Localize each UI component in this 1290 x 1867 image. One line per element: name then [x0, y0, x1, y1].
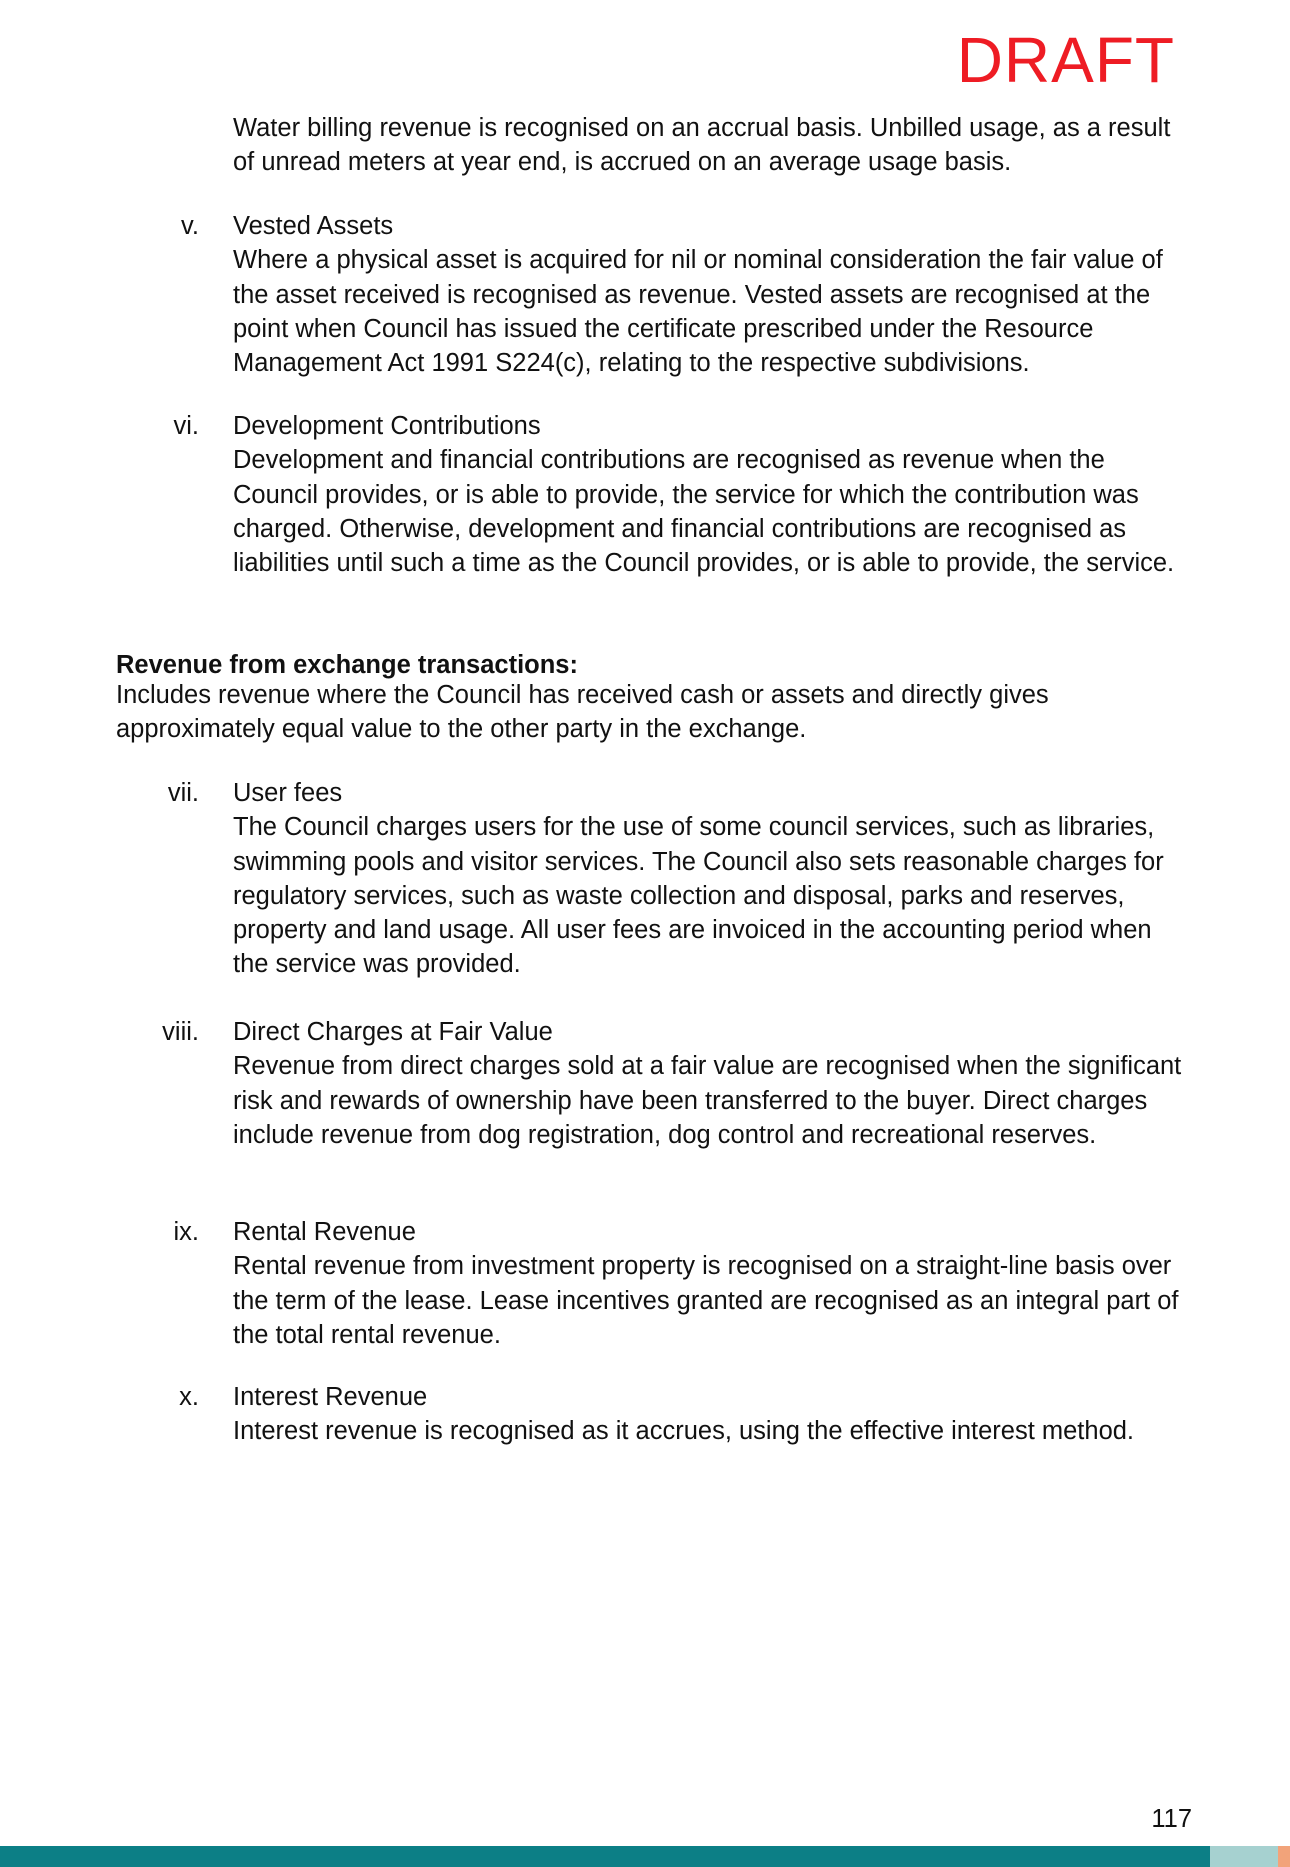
list-item-text: Revenue from direct charges sold at a fair value are recognised when the significant risk and rewards of ownership have been transferred to the buyer. Direct charges include revenue from dog registration, dog control and recreational reserves.: [233, 1052, 1182, 1149]
section-heading-exchange: Revenue from exchange transactions:: [116, 651, 578, 679]
list-item-heading: Vested Assets: [233, 212, 394, 240]
list-item-numeral: vi.: [173, 412, 199, 440]
list-item-text: Development and financial contributions are recognised as revenue when the Council provides, or is able to provide, the service for which the contribution was charged. Otherwise, development and financial contributions are recognised as liabilities until such a time as the Council provides, or is able to provide, the service.: [233, 446, 1175, 578]
draft-watermark: DRAFT: [956, 24, 1175, 96]
list-item-text: Where a physical asset is acquired for nil or nominal consideration the fair value of the asset received is recognised as revenue. Vested assets are recognised at the point when Council has issued the certificate prescribed under the Resource Management Act 1991 S224(c), relating to the respective subdivisions.: [233, 246, 1163, 378]
list-item-body: [233, 1215, 1193, 1352]
list-item-numeral: viii.: [162, 1018, 199, 1046]
list-item-body: [233, 209, 1193, 380]
list-item-heading: Direct Charges at Fair Value: [233, 1018, 553, 1046]
footer-bar-accent: [1278, 1846, 1290, 1867]
list-item-body: [233, 1380, 1193, 1449]
list-item-body: [233, 1015, 1193, 1152]
list-item-numeral: ix.: [173, 1218, 199, 1246]
list-item-numeral: x.: [179, 1383, 199, 1411]
list-item-numeral: v.: [181, 212, 199, 240]
list-item-heading: User fees: [233, 779, 343, 807]
list-item-body: [233, 409, 1193, 580]
list-item-heading: Interest Revenue: [233, 1383, 428, 1411]
section-intro-exchange: Includes revenue where the Council has received cash or assets and directly gives approximately equal value to the other party in the exchange.: [116, 681, 1049, 744]
page-number: 117: [1151, 1805, 1192, 1833]
list-item-numeral: vii.: [167, 779, 199, 807]
footer-bar-light: [1210, 1846, 1278, 1867]
list-item-body: [233, 776, 1193, 982]
intro-paragraph: Water billing revenue is recognised on an accrual basis. Unbilled usage, as a result of unread meters at year end, is accrued on an average usage basis.: [233, 114, 1171, 177]
list-item-text: Interest revenue is recognised as it accrues, using the effective interest method.: [233, 1417, 1135, 1446]
list-item-text: The Council charges users for the use of some council services, such as libraries, swimming pools and visitor services. The Council also sets reasonable charges for regulatory services, such as waste collection and disposal, parks and reserves, property and land usage. All user fees are invoiced in the accounting period when the service was provided.: [233, 813, 1164, 979]
list-item-text: Rental revenue from investment property is recognised on a straight-line basis over the term of the lease. Lease incentives granted are recognised as an integral part of the total rental revenue.: [233, 1252, 1179, 1349]
footer-bar: [0, 1846, 1290, 1867]
footer-bar-main: [0, 1846, 1210, 1867]
list-item-heading: Rental Revenue: [233, 1218, 416, 1246]
list-item-heading: Development Contributions: [233, 412, 541, 440]
